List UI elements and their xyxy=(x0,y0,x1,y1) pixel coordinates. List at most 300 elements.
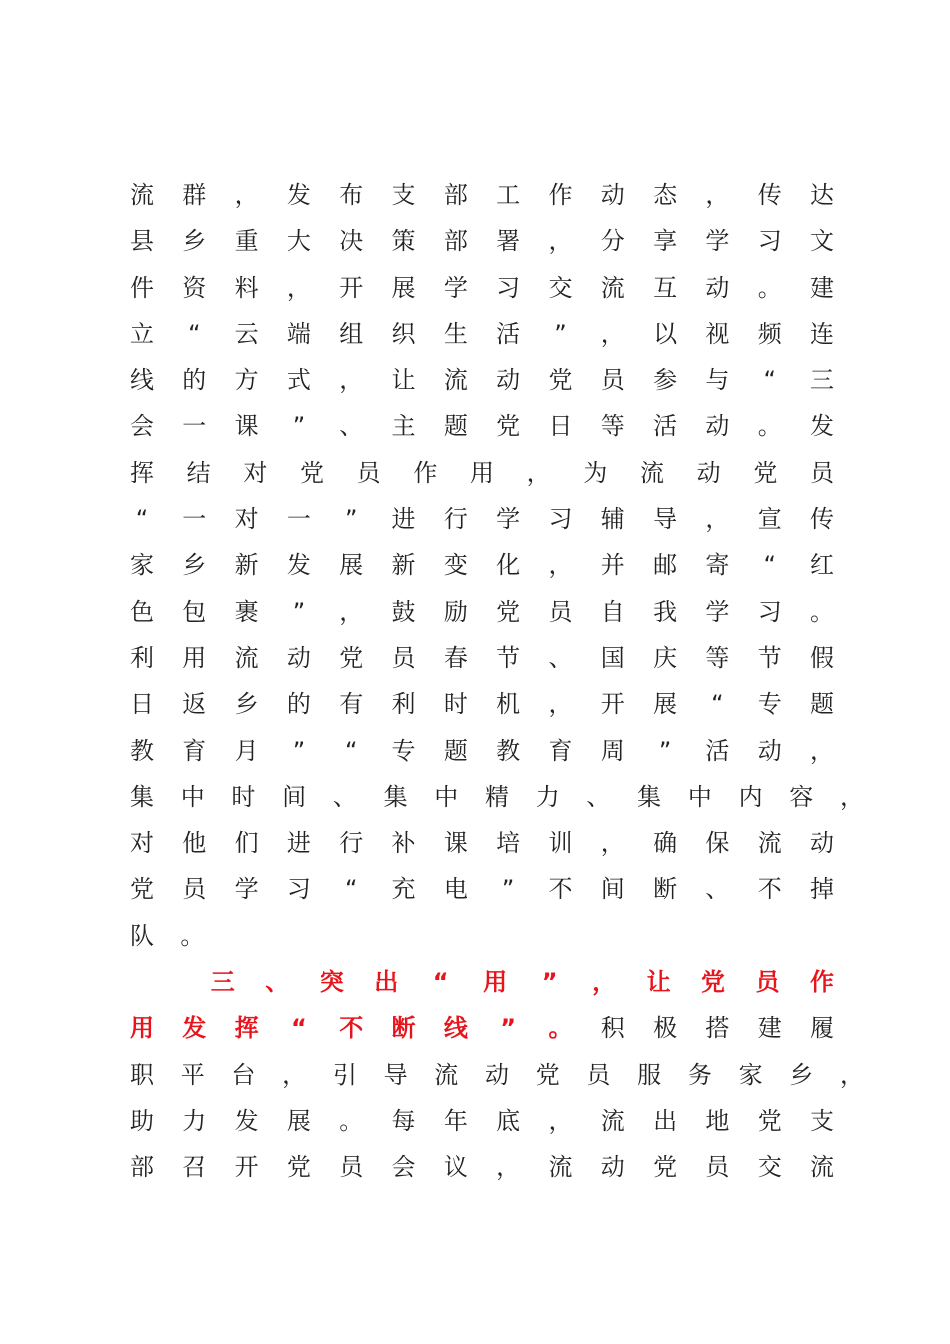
text-char: 们 xyxy=(234,829,259,858)
text-char: 我 xyxy=(653,597,678,626)
text-char: 。 xyxy=(810,597,834,626)
text-line xyxy=(129,820,849,866)
text-char: 对 xyxy=(130,829,154,858)
text-char: 学 xyxy=(705,227,730,256)
text-char: 不 xyxy=(339,1014,364,1043)
text-char: 党 xyxy=(130,875,154,904)
text-char: 励 xyxy=(443,597,468,626)
text-char: ， xyxy=(705,181,730,209)
text-char: 专 xyxy=(391,736,416,765)
text-char: 履 xyxy=(810,1014,834,1043)
text-line xyxy=(129,1098,849,1144)
text-char: 进 xyxy=(286,829,311,858)
text-char: 教 xyxy=(496,736,521,765)
text-char: 、 xyxy=(339,412,364,441)
text-line xyxy=(129,1144,849,1190)
text-char: “ xyxy=(188,319,201,348)
text-char: 进 xyxy=(391,505,416,534)
text-char: 中 xyxy=(434,782,459,811)
text-char: 员 xyxy=(339,1153,364,1182)
text-char: 集 xyxy=(637,782,662,811)
text-char: 一 xyxy=(182,505,207,534)
text-char: 党 xyxy=(535,1060,560,1089)
text-char: 利 xyxy=(130,643,154,672)
text-char: 容 xyxy=(789,782,814,811)
text-char: ， xyxy=(548,1106,573,1135)
text-char: 连 xyxy=(810,319,834,348)
text-char: 党 xyxy=(548,366,573,395)
text-char: 开 xyxy=(600,690,625,719)
text-char: 达 xyxy=(810,181,834,209)
text-char: ， xyxy=(282,1060,307,1089)
text-char: 积 xyxy=(600,1014,625,1043)
text-char: ， xyxy=(705,505,730,534)
text-char: 突 xyxy=(319,968,344,997)
text-char: 务 xyxy=(687,1060,712,1089)
text-char: 台 xyxy=(231,1060,256,1089)
text-char: 云 xyxy=(234,319,259,348)
text-char: “ xyxy=(432,968,449,997)
text-char: 部 xyxy=(130,1153,154,1182)
text-char: 主 xyxy=(391,412,416,441)
text-char: 会 xyxy=(391,1153,416,1182)
text-line xyxy=(129,774,864,820)
text-char: ” xyxy=(292,412,306,441)
text-char: 以 xyxy=(653,319,678,348)
text-line xyxy=(129,635,849,681)
text-char: 出 xyxy=(653,1106,678,1135)
text-char: 织 xyxy=(391,319,416,348)
text-char: 集 xyxy=(130,782,154,811)
text-char: 三 xyxy=(810,366,834,395)
text-char: 学 xyxy=(705,597,730,626)
text-char: 挥 xyxy=(130,458,154,487)
text-char: ， xyxy=(339,597,364,626)
text-char: 发 xyxy=(286,181,311,209)
text-char: 召 xyxy=(182,1153,207,1182)
text-char: 搭 xyxy=(705,1014,730,1043)
text-char: 导 xyxy=(653,505,678,534)
text-char: 补 xyxy=(391,829,416,858)
text-char: 用 xyxy=(483,968,508,997)
text-char: 展 xyxy=(653,690,678,719)
text-char: 展 xyxy=(391,273,416,302)
text-char: 乡 xyxy=(789,1060,814,1089)
text-char: 员 xyxy=(391,643,416,672)
text-char: 布 xyxy=(339,181,364,209)
text-char: 保 xyxy=(705,829,730,858)
text-line xyxy=(129,589,849,635)
text-char: 红 xyxy=(810,551,834,580)
text-char: 节 xyxy=(757,643,782,672)
text-line xyxy=(129,728,849,774)
text-char: 党 xyxy=(496,597,521,626)
text-char: ， xyxy=(810,736,834,765)
text-char: 参 xyxy=(653,366,678,395)
text-char: 日 xyxy=(548,412,573,441)
text-char: 习 xyxy=(757,597,782,626)
text-char: 变 xyxy=(443,551,468,580)
text-char: 立 xyxy=(130,319,154,348)
text-char: 料 xyxy=(234,273,259,302)
text-line xyxy=(129,311,849,357)
text-char: 流 xyxy=(600,1106,625,1135)
text-char: 地 xyxy=(705,1106,730,1135)
text-char: 用 xyxy=(130,1014,154,1043)
text-char: 活 xyxy=(653,412,678,441)
text-char: 作 xyxy=(548,181,573,209)
text-char: 题 xyxy=(443,736,468,765)
text-char: 让 xyxy=(391,366,416,395)
text-char: 庆 xyxy=(653,643,678,672)
text-char: 党 xyxy=(653,1153,678,1182)
text-char: 助 xyxy=(130,1106,154,1135)
text-char: 动 xyxy=(286,643,311,672)
text-char: 对 xyxy=(243,458,268,487)
text-char: 专 xyxy=(757,690,782,719)
text-char: 对 xyxy=(234,505,259,534)
text-char: 、 xyxy=(332,782,357,811)
text-char: 议 xyxy=(443,1153,468,1182)
text-char: 充 xyxy=(391,875,416,904)
text-char: ” xyxy=(292,736,306,765)
text-char: 发 xyxy=(286,551,311,580)
text-char: 传 xyxy=(810,505,834,534)
text-char: 底 xyxy=(496,1106,521,1135)
text-char: 流 xyxy=(234,643,259,672)
text-char: 流 xyxy=(640,458,664,487)
text-char: 建 xyxy=(810,273,834,302)
text-line xyxy=(129,542,849,588)
text-char: 出 xyxy=(374,968,399,997)
text-char: ， xyxy=(600,829,625,858)
text-char: 训 xyxy=(548,829,573,858)
text-char: 支 xyxy=(810,1106,834,1135)
text-char: ， xyxy=(840,782,864,811)
text-line xyxy=(129,681,849,727)
text-char: 、 xyxy=(705,875,730,904)
text-char: 周 xyxy=(600,736,625,765)
text-char: 流 xyxy=(600,273,625,302)
text-char: 有 xyxy=(339,690,364,719)
text-char: 导 xyxy=(383,1060,408,1089)
text-char: 组 xyxy=(339,319,364,348)
text-char: 、 xyxy=(548,643,573,672)
text-char: 资 xyxy=(182,273,207,302)
text-char: 动 xyxy=(705,273,730,302)
text-char: 展 xyxy=(339,551,364,580)
text-char: 自 xyxy=(600,597,625,626)
text-char: 党 xyxy=(286,1153,311,1182)
text-line xyxy=(129,866,849,912)
text-char: 党 xyxy=(496,412,521,441)
text-line xyxy=(129,913,849,959)
text-line xyxy=(129,357,849,403)
text-char: 交 xyxy=(757,1153,782,1182)
text-char: “ xyxy=(711,690,724,719)
text-char: 作 xyxy=(810,968,834,997)
text-char: ， xyxy=(600,319,625,348)
text-char: 断 xyxy=(391,1014,416,1043)
text-char: 集 xyxy=(383,782,408,811)
text-char: 掉 xyxy=(810,875,834,904)
text-char: 交 xyxy=(548,273,573,302)
text-char: 动 xyxy=(757,736,782,765)
text-char: 员 xyxy=(600,366,625,395)
text-char: 日 xyxy=(130,690,154,719)
text-line xyxy=(129,1005,849,1051)
text-char: “ xyxy=(345,875,358,904)
text-char: “ xyxy=(763,551,776,580)
text-char: 行 xyxy=(443,505,468,534)
text-char: ， xyxy=(234,181,259,209)
text-char: 视 xyxy=(705,319,730,348)
text-char: 流 xyxy=(810,1153,834,1182)
text-char: 发 xyxy=(234,1106,259,1135)
text-line xyxy=(129,496,849,542)
text-char: 流 xyxy=(548,1153,573,1182)
text-char: 频 xyxy=(757,319,782,348)
text-char: 线 xyxy=(130,366,154,395)
text-char: 邮 xyxy=(653,551,678,580)
text-char: “ xyxy=(135,505,149,534)
text-char: 教 xyxy=(130,736,154,765)
text-char: 党 xyxy=(339,643,364,672)
text-char: ” xyxy=(292,597,306,626)
text-char: 力 xyxy=(535,782,560,811)
text-char: 寄 xyxy=(705,551,730,580)
text-char: 。 xyxy=(180,921,205,950)
text-char: 党 xyxy=(701,968,726,997)
text-char: 支 xyxy=(391,181,416,209)
text-char: ， xyxy=(286,273,311,302)
text-char: 极 xyxy=(653,1014,678,1043)
text-char: 方 xyxy=(234,366,259,395)
text-char: 用 xyxy=(182,643,207,672)
text-char: 动 xyxy=(496,366,521,395)
text-char: 生 xyxy=(443,319,468,348)
text-char: 时 xyxy=(231,782,256,811)
text-char: 员 xyxy=(810,458,834,487)
text-char: 的 xyxy=(286,690,311,719)
text-char: 决 xyxy=(339,227,364,256)
text-char: 一 xyxy=(286,505,311,534)
text-char: 互 xyxy=(653,273,678,302)
text-char: 分 xyxy=(600,227,625,256)
text-char: 乡 xyxy=(234,690,259,719)
text-char: 流 xyxy=(757,829,782,858)
text-char: 三 xyxy=(210,968,235,997)
text-line xyxy=(129,959,849,1005)
text-char: 乡 xyxy=(182,551,207,580)
body-text xyxy=(129,172,864,1191)
text-char: ， xyxy=(548,551,573,580)
text-char: 建 xyxy=(757,1014,782,1043)
text-char: 题 xyxy=(443,412,468,441)
text-char: 享 xyxy=(653,227,678,256)
text-char: 的 xyxy=(182,366,207,395)
text-char: 职 xyxy=(130,1060,154,1089)
text-char: 开 xyxy=(339,273,364,302)
text-char: 、 xyxy=(265,968,290,997)
text-char: 并 xyxy=(600,551,625,580)
text-char: 家 xyxy=(738,1060,763,1089)
text-char: 新 xyxy=(234,551,259,580)
text-char: 发 xyxy=(810,412,834,441)
text-char: 新 xyxy=(391,551,416,580)
text-char: 群 xyxy=(182,181,207,209)
text-char: 流 xyxy=(130,181,154,209)
text-char: 动 xyxy=(485,1060,509,1089)
text-char: 断 xyxy=(653,875,678,904)
text-char: ， xyxy=(548,690,573,719)
text-line xyxy=(129,403,849,449)
text-line xyxy=(129,450,849,496)
text-char: 利 xyxy=(391,690,416,719)
text-char: 精 xyxy=(485,782,509,811)
text-char: 党 xyxy=(757,1106,782,1135)
text-char: 等 xyxy=(705,643,730,672)
text-char: ” xyxy=(554,319,567,348)
text-char: 时 xyxy=(443,690,468,719)
text-char: 引 xyxy=(332,1060,357,1089)
text-char: 动 xyxy=(696,458,721,487)
text-char: 党 xyxy=(300,458,324,487)
text-char: 色 xyxy=(130,597,154,626)
text-char: 不 xyxy=(548,875,573,904)
text-char: 习 xyxy=(286,875,311,904)
text-char: 活 xyxy=(496,319,521,348)
text-char: 发 xyxy=(182,1014,207,1043)
text-char: ， xyxy=(592,968,617,997)
text-char: 题 xyxy=(810,690,834,719)
text-char: 间 xyxy=(600,875,625,904)
text-char: 流 xyxy=(443,366,468,395)
text-char: 。 xyxy=(548,1014,573,1043)
text-char: “ xyxy=(345,736,358,765)
text-char: 家 xyxy=(130,551,154,580)
text-char: 传 xyxy=(757,181,782,209)
text-char: 返 xyxy=(182,690,207,719)
text-char: 国 xyxy=(600,643,625,672)
text-char: 裹 xyxy=(234,597,259,626)
text-char: 员 xyxy=(182,875,207,904)
text-char: 培 xyxy=(496,829,521,858)
text-char: 县 xyxy=(130,227,154,256)
text-char: 节 xyxy=(496,643,521,672)
text-char: 不 xyxy=(757,875,782,904)
text-char: 式 xyxy=(286,366,311,395)
text-char: 作 xyxy=(413,458,438,487)
text-char: 为 xyxy=(583,458,608,487)
text-char: 署 xyxy=(496,227,521,256)
text-line xyxy=(129,218,849,264)
text-char: 学 xyxy=(496,505,521,534)
text-char: 活 xyxy=(705,736,730,765)
text-char: 年 xyxy=(443,1106,468,1135)
text-char: 假 xyxy=(810,643,834,672)
text-char: 部 xyxy=(443,227,468,256)
text-char: 线 xyxy=(443,1014,468,1043)
text-char: 中 xyxy=(687,782,712,811)
text-char: 展 xyxy=(286,1106,311,1135)
text-char: 队 xyxy=(130,921,154,950)
text-char: 宣 xyxy=(757,505,782,534)
text-char: 会 xyxy=(130,412,154,441)
text-char: “ xyxy=(291,1014,307,1043)
text-char: ， xyxy=(496,1153,521,1182)
text-char: 行 xyxy=(339,829,364,858)
text-char: 每 xyxy=(391,1106,416,1135)
text-char: 电 xyxy=(443,875,468,904)
text-char: 化 xyxy=(496,551,521,580)
text-char: 确 xyxy=(653,829,678,858)
text-char: 月 xyxy=(234,736,259,765)
text-char: ， xyxy=(339,366,364,395)
text-char: 一 xyxy=(182,412,207,441)
text-char: 学 xyxy=(234,875,259,904)
text-char: 服 xyxy=(637,1060,662,1089)
text-char: 部 xyxy=(443,181,468,209)
text-char: 员 xyxy=(705,1153,730,1182)
text-char: 态 xyxy=(653,181,678,209)
text-char: 用 xyxy=(470,458,494,487)
text-char: 动 xyxy=(600,1153,625,1182)
text-line xyxy=(129,1052,864,1098)
text-line xyxy=(129,265,849,311)
text-char: 流 xyxy=(434,1060,459,1089)
text-char: 课 xyxy=(443,829,468,858)
text-char: 春 xyxy=(443,643,468,672)
text-char: 。 xyxy=(757,273,782,302)
text-char: 他 xyxy=(182,829,207,858)
text-char: 等 xyxy=(600,412,625,441)
text-char: 乡 xyxy=(182,227,207,256)
text-char: ” xyxy=(658,736,672,765)
text-char: 力 xyxy=(182,1106,207,1135)
text-char: 辅 xyxy=(600,505,625,534)
text-char: 育 xyxy=(548,736,573,765)
text-char: ” xyxy=(345,505,358,534)
text-char: 大 xyxy=(286,227,311,256)
text-char: 中 xyxy=(180,782,205,811)
text-char: 挥 xyxy=(234,1014,259,1043)
text-char: 内 xyxy=(738,782,763,811)
text-char: 习 xyxy=(548,505,573,534)
text-char: ” xyxy=(541,968,558,997)
text-char: 间 xyxy=(282,782,307,811)
text-char: 、 xyxy=(586,782,611,811)
text-char: 学 xyxy=(443,273,468,302)
text-char: 党 xyxy=(753,458,778,487)
text-char: 结 xyxy=(186,458,211,487)
text-line xyxy=(129,172,849,218)
text-char: 开 xyxy=(234,1153,259,1182)
text-char: 机 xyxy=(496,690,521,719)
text-char: ” xyxy=(501,875,515,904)
text-char: 。 xyxy=(339,1106,364,1135)
text-char: 工 xyxy=(496,181,521,209)
text-char: 与 xyxy=(705,366,730,395)
text-char: 鼓 xyxy=(391,597,416,626)
text-char: 动 xyxy=(810,829,834,858)
text-char: 端 xyxy=(286,319,311,348)
text-char: 重 xyxy=(234,227,259,256)
text-char: ” xyxy=(500,1014,517,1043)
text-char: 件 xyxy=(130,273,154,302)
text-char: ， xyxy=(548,227,573,256)
text-char: 动 xyxy=(705,412,730,441)
